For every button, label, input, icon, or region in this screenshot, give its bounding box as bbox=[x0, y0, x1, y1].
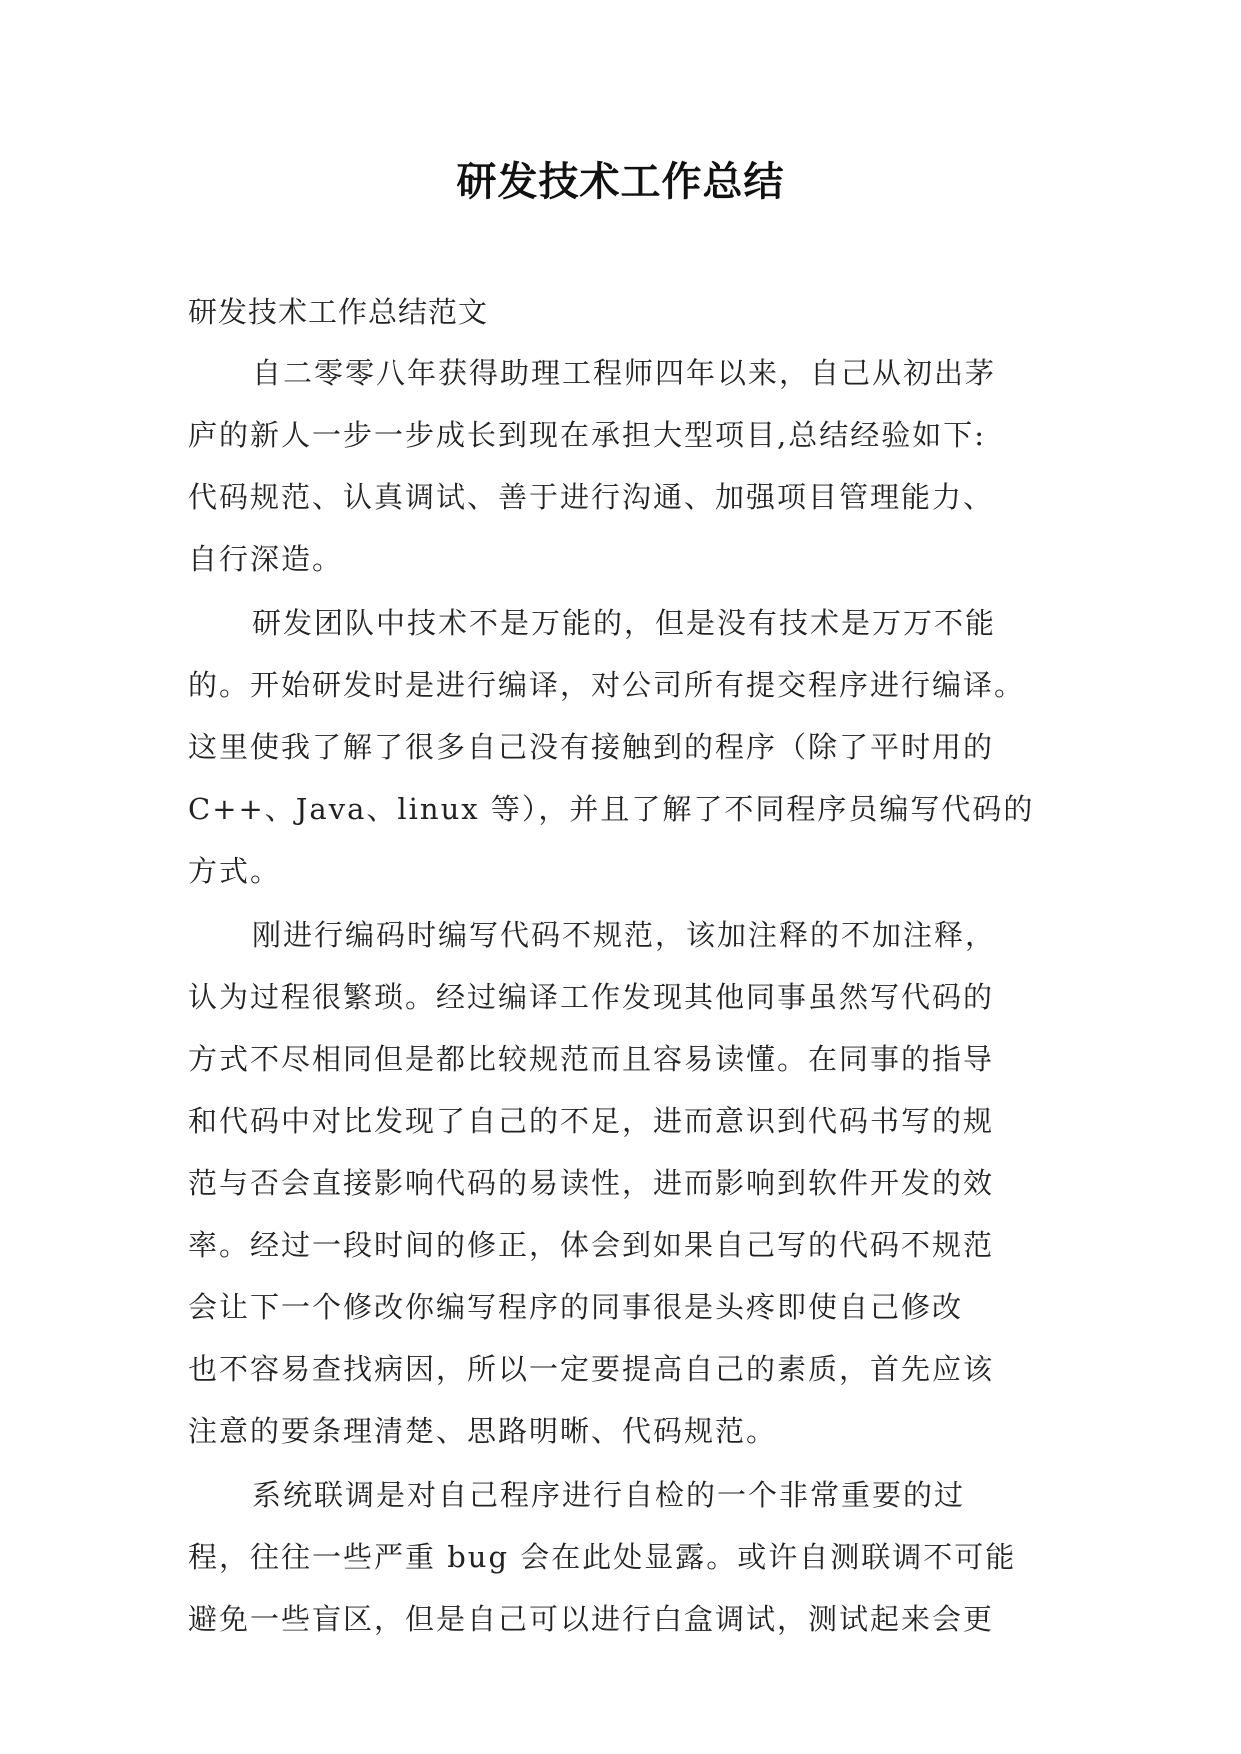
text-line: 会让下一个修改你编写程序的同事很是头疼即使自己修改 bbox=[188, 1290, 964, 1324]
document-subtitle: 研发技术工作总结范文 bbox=[188, 295, 489, 329]
text-line: 这里使我了解了很多自己没有接触到的程序（除了平时用的 bbox=[188, 730, 995, 764]
text-line: 避免一些盲区，但是自己可以进行白盒调试，测试起来会更 bbox=[188, 1602, 995, 1636]
paragraph bbox=[188, 1464, 1068, 1650]
text-line: 研发团队中技术不是万能的，但是没有技术是万万不能 bbox=[252, 606, 997, 640]
text-line: 刚进行编码时编写代码不规范，该加注释的不加注释， bbox=[252, 918, 997, 952]
text-line: 率。经过一段时间的修正，体会到如果自己写的代码不规范 bbox=[188, 1228, 995, 1262]
text-line: 庐的新人一步一步成长到现在承担大型项目,总结经验如下: bbox=[188, 418, 986, 452]
text-line: 系统联调是对自己程序进行自检的一个非常重要的过 bbox=[252, 1478, 966, 1512]
text-line: 和代码中对比发现了自己的不足，进而意识到代码书写的规 bbox=[188, 1104, 995, 1138]
paragraph bbox=[188, 592, 1068, 902]
text-line: 的。开始研发时是进行编译，对公司所有提交程序进行编译。 bbox=[188, 668, 1026, 702]
text-line: 自行深造。 bbox=[188, 542, 344, 576]
text-line: 方式不尽相同但是都比较规范而且容易读懂。在同事的指导 bbox=[188, 1042, 995, 1076]
text-line: C++、Java、linux 等），并且了解了不同程序员编写代码的 bbox=[188, 792, 1035, 826]
text-line: 代码规范、认真调试、善于进行沟通、加强项目管理能力、 bbox=[188, 480, 995, 514]
text-line: 自二零零八年获得助理工程师四年以来，自己从初出茅 bbox=[252, 356, 997, 390]
text-line: 程，往往一些严重 bug 会在此处显露。或许自测联调不可能 bbox=[188, 1540, 1017, 1574]
paragraph bbox=[188, 342, 1068, 590]
document-title: 研发技术工作总结 bbox=[456, 158, 785, 205]
text-line: 注意的要条理清楚、思路明晰、代码规范。 bbox=[188, 1414, 778, 1448]
text-line: 认为过程很繁琐。经过编译工作发现其他同事虽然写代码的 bbox=[188, 980, 995, 1014]
text-line: 范与否会直接影响代码的易读性，进而影响到软件开发的效 bbox=[188, 1166, 995, 1200]
document-body bbox=[188, 282, 1068, 1650]
text-line: 也不容易查找病因，所以一定要提高自己的素质，首先应该 bbox=[188, 1352, 995, 1386]
paragraph bbox=[188, 904, 1068, 1462]
text-line: 方式。 bbox=[188, 854, 282, 888]
